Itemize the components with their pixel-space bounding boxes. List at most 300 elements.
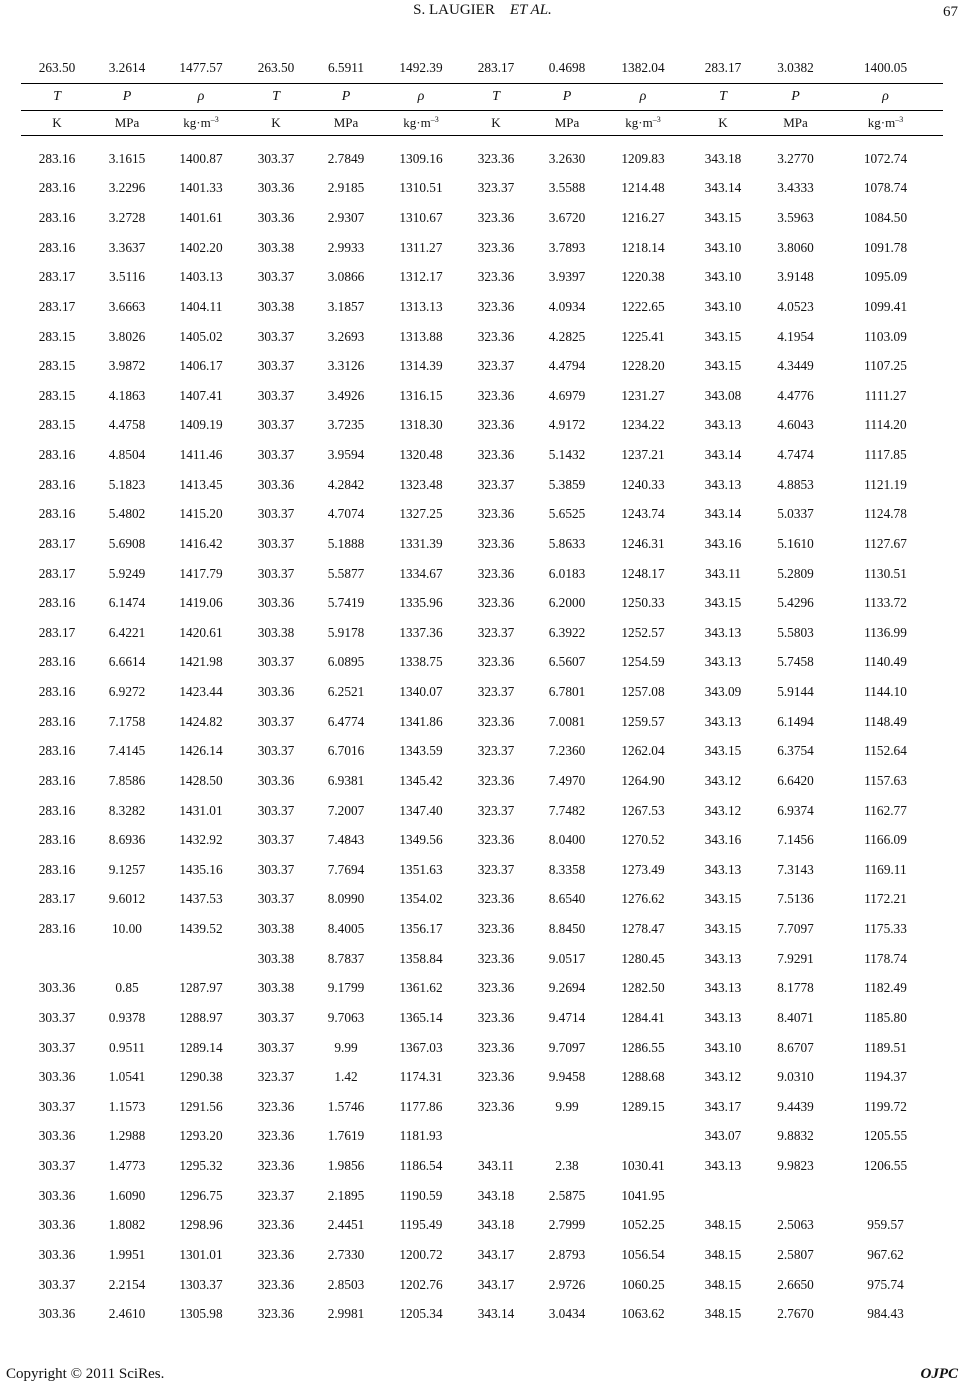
table-cell: 1190.59 (399, 1187, 443, 1203)
table-cell: 2.5875 (548, 1187, 586, 1203)
table-cell: 1419.06 (179, 595, 223, 611)
table-row (21, 796, 943, 826)
table-cell: 1121.19 (864, 476, 907, 492)
table-cell: 3.2630 (548, 150, 586, 166)
table-cell: 5.9178 (327, 624, 365, 640)
table-cell: 1.42 (334, 1069, 358, 1085)
table-cell: 1.2988 (108, 1128, 146, 1144)
table-cell: 343.13 (704, 1009, 742, 1025)
table-cell: 1401.61 (179, 210, 223, 226)
table-cell: 323.36 (477, 1069, 515, 1085)
table-cell: 1288.68 (621, 1069, 665, 1085)
table-row (21, 737, 943, 767)
table-cell: 1492.39 (399, 60, 443, 75)
table-cell (531, 1122, 603, 1152)
table-cell: 1264.90 (621, 772, 665, 788)
table-cell: 9.4714 (548, 1009, 586, 1025)
table-cell: 9.8832 (777, 1128, 814, 1144)
column-header-temperature: T (241, 84, 311, 111)
table-cell: 303.36 (38, 1187, 76, 1203)
table-cell: 3.0382 (777, 60, 814, 75)
table-cell: 1313.13 (399, 298, 443, 314)
table-cell: 303.37 (257, 417, 295, 433)
table-cell: 283.16 (38, 654, 76, 670)
table-cell: 323.36 (477, 772, 515, 788)
table-cell: 6.0183 (548, 565, 586, 581)
table-cell: 303.37 (257, 891, 295, 907)
table-cell: 1206.55 (863, 1158, 908, 1174)
table-cell: 9.6012 (108, 891, 146, 907)
table-cell: 1276.62 (621, 891, 665, 907)
table-cell: 7.0081 (548, 713, 586, 729)
table-cell: 1175.33 (864, 921, 907, 937)
table-cell: 4.7074 (327, 506, 365, 522)
table-cell: 303.37 (38, 1276, 76, 1292)
table-cell: 343.10 (704, 1039, 742, 1055)
table-cell: 7.1758 (108, 713, 146, 729)
table-row (21, 1092, 943, 1122)
table-cell: 1084.50 (863, 210, 908, 226)
unit-header-density (828, 111, 943, 136)
table-cell: 3.9594 (327, 447, 365, 463)
table-cell: 1365.14 (399, 1009, 443, 1025)
table-cell: 323.36 (477, 269, 515, 285)
table-cell: 1111.27 (864, 387, 907, 403)
table-cell: 1343.59 (399, 743, 443, 759)
table-cell: 343.11 (477, 1158, 515, 1174)
column-header-temperature: T (683, 84, 763, 111)
column-header-pressure: P (93, 84, 161, 111)
table-cell: 303.38 (257, 239, 295, 255)
unit-header-density (161, 111, 241, 136)
table-cell: 3.5116 (108, 269, 146, 285)
table-cell: 303.38 (257, 921, 295, 937)
table-cell: 1411.46 (179, 447, 223, 463)
table-cell: 1367.03 (399, 1039, 443, 1055)
table-cell: 1426.14 (179, 743, 223, 759)
table-cell: 283.15 (38, 417, 76, 433)
table-cell: 343.15 (704, 595, 742, 611)
table-cell: 283.17 (38, 891, 76, 907)
table-cell: 967.62 (867, 1246, 904, 1262)
table-cell: 4.0523 (777, 298, 814, 314)
table-cell: 1303.37 (179, 1276, 223, 1292)
table-cell: 1216.27 (621, 210, 665, 226)
table-cell: 3.0866 (327, 269, 365, 285)
table-row (21, 144, 943, 174)
table-row (21, 1181, 943, 1211)
table-cell: 303.38 (257, 624, 295, 640)
table-row (21, 855, 943, 885)
table-cell: 348.15 (704, 1246, 742, 1262)
unit-header-pressure: MPa (763, 111, 828, 136)
table-cell: 303.37 (257, 328, 295, 344)
table-cell: 343.15 (704, 891, 742, 907)
table-cell: 3.2614 (108, 60, 146, 75)
table-cell: 6.0895 (327, 654, 365, 670)
table-row (21, 1151, 943, 1181)
table-cell: 4.4776 (777, 387, 814, 403)
table-cell: 5.1432 (548, 447, 586, 463)
table-cell: 283.16 (38, 506, 76, 522)
table-cell: 1295.32 (179, 1158, 223, 1174)
unit-text: kg·m (183, 115, 211, 130)
table-cell: 1185.80 (864, 1009, 907, 1025)
column-header-density: ρ (603, 84, 683, 111)
table-cell: 3.4926 (327, 387, 365, 403)
table-cell: 9.0310 (777, 1069, 814, 1085)
table-cell: 2.7999 (548, 1217, 586, 1233)
table-cell: 1148.49 (864, 713, 907, 729)
table-cell: 343.13 (704, 476, 742, 492)
table-cell: 283.17 (38, 269, 76, 285)
table-cell: 303.37 (257, 565, 295, 581)
table-cell: 1401.33 (179, 180, 223, 196)
table-cell: 1214.48 (621, 180, 665, 196)
table-cell: 343.16 (704, 832, 742, 848)
table-cell: 6.2521 (327, 684, 365, 700)
table-cell: 1133.72 (864, 595, 907, 611)
table-cell: 1140.49 (864, 654, 907, 670)
unit-header-pressure: MPa (93, 111, 161, 136)
table-cell: 3.7893 (548, 239, 586, 255)
table-cell: 343.13 (704, 980, 742, 996)
table-cell: 1312.17 (399, 269, 443, 285)
table-cell: 283.17 (38, 624, 76, 640)
table-cell: 283.17 (477, 60, 515, 75)
page-number: 67 (943, 4, 958, 20)
table-cell: 303.36 (38, 1217, 76, 1233)
table-row (21, 1003, 943, 1033)
table-cell: 1431.01 (179, 802, 223, 818)
table-cell: 1202.76 (399, 1276, 443, 1292)
table-cell: 1273.49 (621, 861, 665, 877)
table-cell: 2.9307 (327, 210, 365, 226)
density-data-table (21, 53, 943, 1329)
table-cell: 1228.20 (621, 358, 665, 374)
table-cell: 283.16 (38, 743, 76, 759)
table-row (21, 677, 943, 707)
table-cell: 1313.88 (399, 328, 443, 344)
table-cell: 1078.74 (863, 180, 908, 196)
table-cell: 7.9291 (777, 950, 814, 966)
table-cell: 1030.41 (621, 1158, 665, 1174)
table-cell: 8.1778 (777, 980, 814, 996)
table-cell: 1136.99 (864, 624, 907, 640)
table-cell: 343.15 (704, 921, 742, 937)
table-cell: 343.18 (477, 1217, 515, 1233)
table-cell: 343.15 (704, 358, 742, 374)
table-cell: 343.15 (704, 328, 742, 344)
table-cell: 1195.49 (399, 1217, 443, 1233)
table-cell: 9.99 (334, 1039, 358, 1055)
table-cell: 1361.62 (399, 980, 443, 996)
table-cell: 323.36 (477, 1098, 515, 1114)
table-cell: 1331.39 (399, 535, 443, 551)
table-cell: 4.2842 (327, 476, 365, 492)
table-cell: 9.9823 (777, 1158, 814, 1174)
table-cell: 1.1573 (108, 1098, 146, 1114)
table-cell: 4.6979 (548, 387, 586, 403)
unit-header-temperature: K (683, 111, 763, 136)
table-cell: 3.5588 (548, 180, 586, 196)
table-cell: 323.36 (477, 713, 515, 729)
table-row (21, 559, 943, 589)
table-cell: 3.6663 (108, 298, 146, 314)
table-cell: 1107.25 (864, 358, 907, 374)
table-cell: 1400.87 (179, 150, 223, 166)
table-cell: 1248.17 (621, 565, 665, 581)
table-cell: 6.1494 (777, 713, 814, 729)
table-cell: 1409.19 (179, 417, 223, 433)
table-cell: 1349.56 (399, 832, 443, 848)
table-cell: 323.36 (257, 1158, 295, 1174)
table-row (21, 233, 943, 263)
column-header-density: ρ (381, 84, 461, 111)
unit-text: kg·m (867, 115, 896, 130)
table-cell: 323.36 (257, 1276, 295, 1292)
table-cell: 323.36 (477, 950, 515, 966)
table-cell: 303.36 (38, 980, 76, 996)
table-cell: 5.4802 (108, 506, 146, 522)
table-cell: 8.4005 (327, 921, 365, 937)
table-cell: 8.3358 (548, 861, 586, 877)
table-cell: 5.7458 (777, 654, 814, 670)
table-cell: 303.36 (257, 210, 295, 226)
table-cell: 1351.63 (399, 861, 443, 877)
table-cell (93, 944, 161, 974)
table-cell: 343.14 (477, 1306, 515, 1322)
table-cell: 975.74 (867, 1276, 904, 1292)
table-cell: 1194.37 (864, 1069, 907, 1085)
table-cell: 303.37 (38, 1158, 76, 1174)
column-header-density: ρ (161, 84, 241, 111)
table-cell: 323.36 (477, 210, 515, 226)
table-row (21, 1240, 943, 1270)
table-cell: 7.1456 (777, 832, 814, 848)
table-cell: 343.12 (704, 772, 742, 788)
table-cell: 2.8503 (327, 1276, 365, 1292)
table-cell: 323.36 (257, 1246, 295, 1262)
table-cell: 323.36 (477, 921, 515, 937)
column-header-pressure: P (311, 84, 381, 111)
table-cell: 1.0541 (108, 1069, 146, 1085)
table-cell: 1405.02 (179, 328, 223, 344)
table-cell: 343.10 (704, 269, 742, 285)
table-cell: 2.7670 (777, 1306, 814, 1322)
table-cell: 1.5746 (327, 1098, 365, 1114)
table-cell: 1172.21 (864, 891, 907, 907)
table-cell (161, 944, 241, 974)
table-cell: 7.8586 (108, 772, 146, 788)
table-cell: 348.15 (704, 1217, 742, 1233)
unit-header-density (603, 111, 683, 136)
table-cell: 1041.95 (621, 1187, 665, 1203)
table-cell: 4.4758 (108, 417, 146, 433)
table-cell: 1406.17 (179, 358, 223, 374)
table-cell: 283.16 (38, 832, 76, 848)
table-cell: 1309.16 (399, 150, 443, 166)
table-cell: 4.3449 (777, 358, 814, 374)
table-cell: 1400.05 (863, 60, 908, 75)
unit-text: kg·m (625, 115, 653, 130)
table-cell: 8.3282 (108, 802, 146, 818)
table-cell: 323.36 (477, 1039, 515, 1055)
table-cell: 1286.55 (621, 1039, 665, 1055)
table-cell: 303.37 (257, 802, 295, 818)
table-cell: 9.7063 (327, 1009, 365, 1025)
table-cell: 283.16 (38, 239, 76, 255)
table-cell: 4.8853 (777, 476, 814, 492)
table-cell: 6.4774 (327, 713, 365, 729)
table-cell: 1240.33 (621, 476, 665, 492)
table-cell: 323.36 (257, 1306, 295, 1322)
table-cell: 343.14 (704, 447, 742, 463)
table-cell: 1063.62 (621, 1306, 665, 1322)
table-cell: 323.36 (477, 535, 515, 551)
table-row (21, 529, 943, 559)
table-cell: 343.17 (477, 1246, 515, 1262)
table-cell: 303.38 (257, 298, 295, 314)
table-cell: 283.17 (38, 535, 76, 551)
table-cell: 323.37 (477, 861, 515, 877)
table-row (21, 825, 943, 855)
table-row (21, 1033, 943, 1063)
table-cell: 2.9185 (327, 180, 365, 196)
table-cell: 9.99 (555, 1098, 579, 1114)
table-cell: 1152.64 (864, 743, 907, 759)
table-cell: 2.9933 (327, 239, 365, 255)
table-row (21, 618, 943, 648)
table-cell: 7.4145 (108, 743, 146, 759)
table-cell: 3.1615 (108, 150, 146, 166)
table-cell: 323.36 (477, 506, 515, 522)
table-cell: 1477.57 (179, 60, 223, 75)
table-cell: 343.18 (704, 150, 742, 166)
table-row (21, 974, 943, 1004)
table-row (21, 648, 943, 678)
table-cell: 1413.45 (179, 476, 223, 492)
table-cell: 1199.72 (864, 1098, 907, 1114)
table-cell: 7.7694 (327, 861, 365, 877)
table-cell: 3.3126 (327, 358, 365, 374)
table-cell (763, 1181, 828, 1211)
table-cell: 1243.74 (621, 506, 665, 522)
column-header-density: ρ (828, 84, 943, 111)
table-cell: 323.36 (477, 565, 515, 581)
table-cell: 984.43 (867, 1306, 904, 1322)
table-cell: 1345.42 (399, 772, 443, 788)
table-cell: 7.4970 (548, 772, 586, 788)
table-cell: 323.36 (477, 595, 515, 611)
table-cell: 9.2694 (548, 980, 586, 996)
table-cell: 1382.04 (621, 60, 665, 75)
table-cell: 343.14 (704, 506, 742, 522)
table-cell: 1310.51 (399, 180, 443, 196)
table-cell: 1420.61 (179, 624, 223, 640)
table-cell: 1354.02 (399, 891, 443, 907)
table-cell: 0.4698 (548, 60, 586, 75)
table-cell: 6.2000 (548, 595, 586, 611)
table-cell: 283.17 (38, 298, 76, 314)
table-cell: 2.5063 (777, 1217, 814, 1233)
table-cell: 343.13 (704, 654, 742, 670)
table-row (21, 914, 943, 944)
table-cell: 1291.56 (179, 1098, 223, 1114)
table-cell: 1.7619 (327, 1128, 365, 1144)
table-cell: 323.36 (477, 1009, 515, 1025)
table-cell: 4.4794 (548, 358, 586, 374)
table-cell: 1157.63 (864, 772, 907, 788)
table-cell: 303.37 (257, 743, 295, 759)
table-row (21, 292, 943, 322)
table-cell: 6.4221 (108, 624, 146, 640)
table-cell: 303.37 (257, 506, 295, 522)
table-cell: 2.2154 (108, 1276, 146, 1292)
table-cell: 303.37 (257, 535, 295, 551)
table-cell: 1439.52 (179, 921, 223, 937)
table-cell: 263.50 (257, 60, 295, 75)
table-cell: 2.38 (555, 1158, 579, 1174)
table-cell: 1178.74 (864, 950, 907, 966)
table-cell: 1356.17 (399, 921, 443, 937)
table-cell: 1417.79 (179, 565, 223, 581)
table-cell: 5.3859 (548, 476, 586, 492)
table-cell: 343.15 (704, 743, 742, 759)
table-cell: 3.8060 (777, 239, 814, 255)
table-cell: 1130.51 (864, 565, 907, 581)
table-cell: 1278.47 (621, 921, 665, 937)
table-cell: 1220.38 (621, 269, 665, 285)
table-cell: 323.37 (477, 743, 515, 759)
table-cell: 303.37 (257, 861, 295, 877)
unit-header-temperature: K (21, 111, 93, 136)
table-row (21, 322, 943, 352)
table-cell: 4.6043 (777, 417, 814, 433)
table-cell: 5.9144 (777, 684, 814, 700)
table-cell: 303.36 (257, 180, 295, 196)
table-cell: 5.1823 (108, 476, 146, 492)
table-cell: 1237.21 (621, 447, 665, 463)
table-cell: 3.5963 (777, 210, 814, 226)
table-cell: 8.0990 (327, 891, 365, 907)
table-cell: 303.36 (257, 595, 295, 611)
table-cell: 8.6707 (777, 1039, 814, 1055)
table-cell: 323.36 (477, 832, 515, 848)
table-cell: 348.15 (704, 1276, 742, 1292)
table-cell: 283.16 (38, 476, 76, 492)
table-cell: 303.37 (257, 387, 295, 403)
table-cell: 303.36 (38, 1069, 76, 1085)
table-cell: 5.7419 (327, 595, 365, 611)
table-cell: 343.13 (704, 1158, 742, 1174)
table-cell: 1.8082 (108, 1217, 146, 1233)
table-cell: 1301.01 (179, 1246, 223, 1262)
table-cell: 1099.41 (863, 298, 908, 314)
table-cell: 7.2007 (327, 802, 365, 818)
table-cell: 3.2728 (108, 210, 146, 226)
table-cell: 3.3637 (108, 239, 146, 255)
table-cell: 323.36 (477, 150, 515, 166)
table-row (21, 203, 943, 233)
table-cell: 1257.08 (621, 684, 665, 700)
table-row (21, 470, 943, 500)
table-cell: 303.36 (257, 476, 295, 492)
table-cell: 9.1799 (327, 980, 365, 996)
table-cell: 303.37 (257, 269, 295, 285)
table-cell: 0.9378 (108, 1009, 146, 1025)
table-cell: 7.3143 (777, 861, 814, 877)
